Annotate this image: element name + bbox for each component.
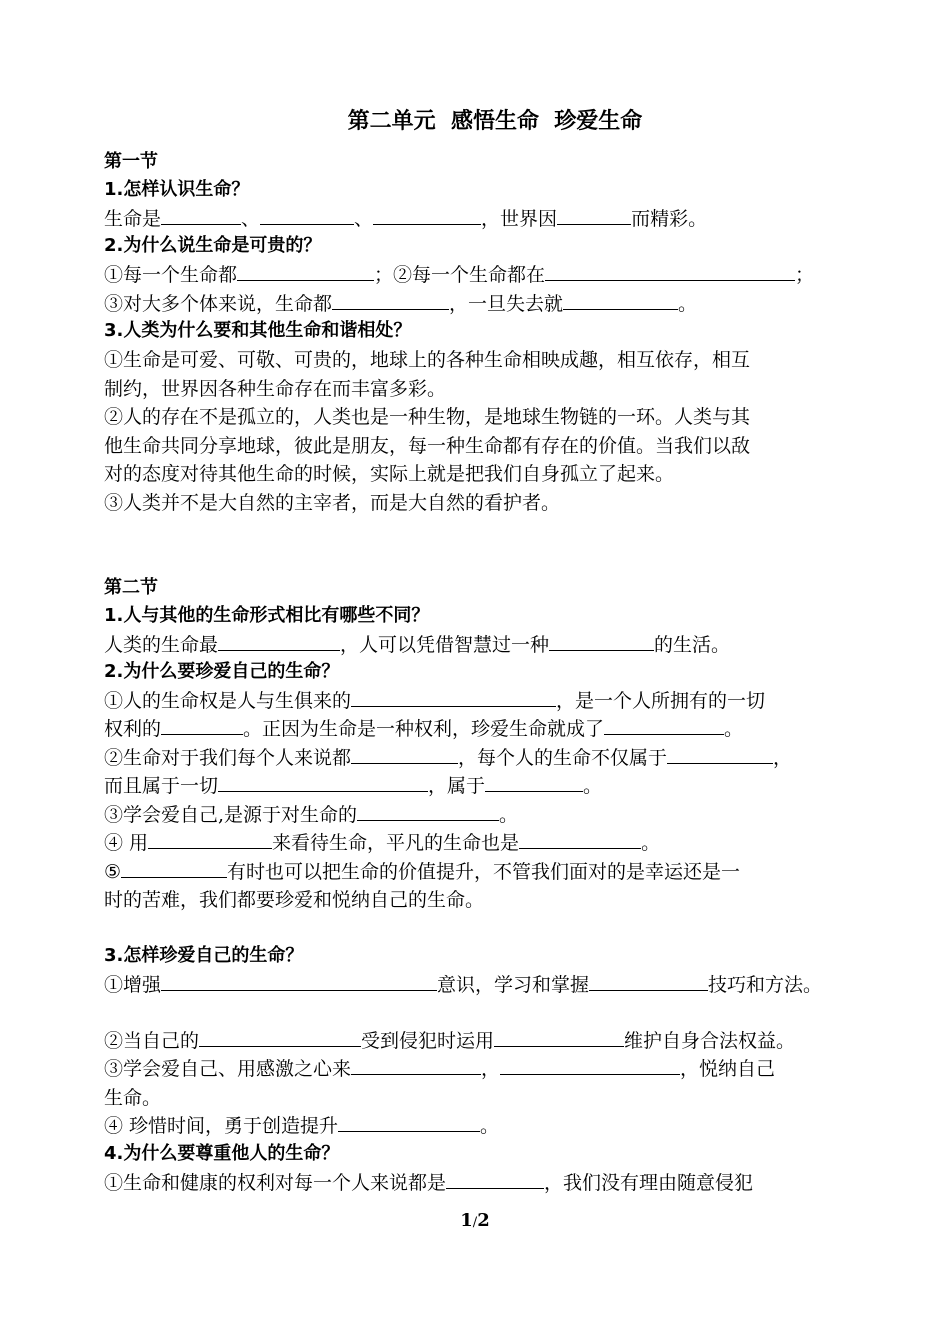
s1-answer-3-line: ③人类并不是大自然的主宰者，而是大自然的看护者。 bbox=[104, 492, 561, 514]
fill-blank bbox=[351, 745, 458, 764]
s2-answer-2-line: 权利的 。正因为生命是一种权利，珍爱生命就成了 。 bbox=[104, 718, 744, 740]
fill-blank bbox=[557, 206, 631, 225]
page-number: 1/2 bbox=[460, 1210, 490, 1231]
fill-blank bbox=[485, 773, 583, 792]
fill-blank bbox=[351, 688, 556, 707]
s1-answer-3-line: ①生命是可爱、可敬、可贵的，地球上的各种生命相映成趣，相互依存，相互 bbox=[104, 349, 751, 371]
fill-blank bbox=[549, 632, 654, 651]
s2-answer-3-line: ④ 珍惜时间，勇于创造提升 。 bbox=[104, 1115, 500, 1137]
s2-answer-2-line: 而且属于一切 ，属于 。 bbox=[104, 775, 603, 797]
section-2-heading: 第二节 bbox=[104, 577, 158, 598]
fill-blank bbox=[237, 262, 374, 281]
fill-blank bbox=[218, 632, 340, 651]
s1-answer-3-line: 制约，世界因各种生命存在而丰富多彩。 bbox=[104, 378, 447, 400]
s1-question-3: 3.人类为什么要和其他生命和谐相处？ bbox=[104, 320, 412, 341]
fill-blank bbox=[494, 1028, 624, 1047]
s1-answer-2-line-2: ③对大多个体来说，生命都 ，一旦失去就 。 bbox=[104, 293, 698, 315]
fill-blank bbox=[446, 1170, 544, 1189]
s2-answer-2-line: ②生命对于我们每个人来说都 ，每个人的生命不仅属于 ， bbox=[104, 747, 793, 769]
s1-answer-2-line-1: ①每一个生命都 ；②每一个生命都在 ； bbox=[104, 264, 815, 286]
fill-blank bbox=[161, 716, 243, 735]
s2-question-4: 4.为什么要尊重他人的生命？ bbox=[104, 1143, 340, 1164]
fill-blank bbox=[563, 291, 678, 310]
s2-answer-3-line: ①增强 意识，学习和掌握 技巧和方法。 bbox=[104, 974, 823, 996]
fill-blank bbox=[519, 830, 641, 849]
fill-blank bbox=[604, 716, 724, 735]
s2-answer-2-line: ④ 用 来看待生命，平凡的生命也是 。 bbox=[104, 832, 661, 854]
s2-answer-2-line: ①人的生命权是人与生俱来的 ，是一个人所拥有的一切 bbox=[104, 690, 766, 712]
s1-answer-3-line: ②人的存在不是孤立的，人类也是一种生物，是地球生物链的一环。人类与其 bbox=[104, 406, 751, 428]
s2-question-1: 1.人与其他的生命形式相比有哪些不同？ bbox=[104, 605, 430, 626]
fill-blank bbox=[351, 1056, 481, 1075]
fill-blank bbox=[332, 291, 449, 310]
fill-blank bbox=[373, 206, 481, 225]
fill-blank bbox=[148, 830, 272, 849]
s1-answer-3-line: 他生命共同分享地球，彼此是朋友，每一种生命都有存在的价值。当我们以敌 bbox=[104, 435, 751, 457]
fill-blank bbox=[218, 773, 428, 792]
s2-answer-3-line: ②当自己的 受到侵犯时运用 维护自身合法权益。 bbox=[104, 1030, 796, 1052]
s2-question-3: 3.怎样珍爱自己的生命？ bbox=[104, 945, 304, 966]
fill-blank bbox=[338, 1113, 480, 1132]
fill-blank bbox=[357, 802, 499, 821]
s2-answer-3-line: 生命。 bbox=[104, 1087, 162, 1109]
s1-answer-1: 生命是 、 、 ，世界因 而精彩。 bbox=[104, 208, 708, 230]
s1-question-1: 1.怎样认识生命？ bbox=[104, 179, 250, 200]
fill-blank bbox=[589, 972, 708, 991]
fill-blank bbox=[161, 206, 241, 225]
fill-blank bbox=[260, 206, 354, 225]
fill-blank bbox=[545, 262, 795, 281]
fill-blank bbox=[500, 1056, 680, 1075]
section-1-heading: 第一节 bbox=[104, 151, 158, 172]
s1-question-2: 2.为什么说生命是可贵的？ bbox=[104, 235, 322, 256]
page-title: 第二单元 感悟生命 珍爱生命 bbox=[347, 109, 643, 134]
s2-answer-1: 人类的生命最 ，人可以凭借智慧过一种 的生活。 bbox=[104, 634, 731, 656]
s2-answer-2-line: 时的苦难，我们都要珍爱和悦纳自己的生命。 bbox=[104, 889, 485, 911]
fill-blank bbox=[161, 972, 437, 991]
fill-blank bbox=[121, 859, 227, 878]
s2-answer-2-line: ③学会爱自己,是源于对生命的 。 bbox=[104, 804, 519, 826]
s2-answer-2-line: ⑤ 有时也可以把生命的价值提升，不管我们面对的是幸运还是一 bbox=[104, 861, 741, 883]
s2-answer-4-line: ①生命和健康的权利对每一个人来说都是 ，我们没有理由随意侵犯 bbox=[104, 1172, 754, 1194]
fill-blank bbox=[667, 745, 773, 764]
fill-blank bbox=[199, 1028, 361, 1047]
s1-answer-3-line: 对的态度对待其他生命的时候，实际上就是把我们自身孤立了起来。 bbox=[104, 463, 675, 485]
s2-answer-3-line: ③学会爱自己、用感激之心来 ， ，悦纳自己 bbox=[104, 1058, 776, 1080]
s2-question-2: 2.为什么要珍爱自己的生命？ bbox=[104, 661, 340, 682]
